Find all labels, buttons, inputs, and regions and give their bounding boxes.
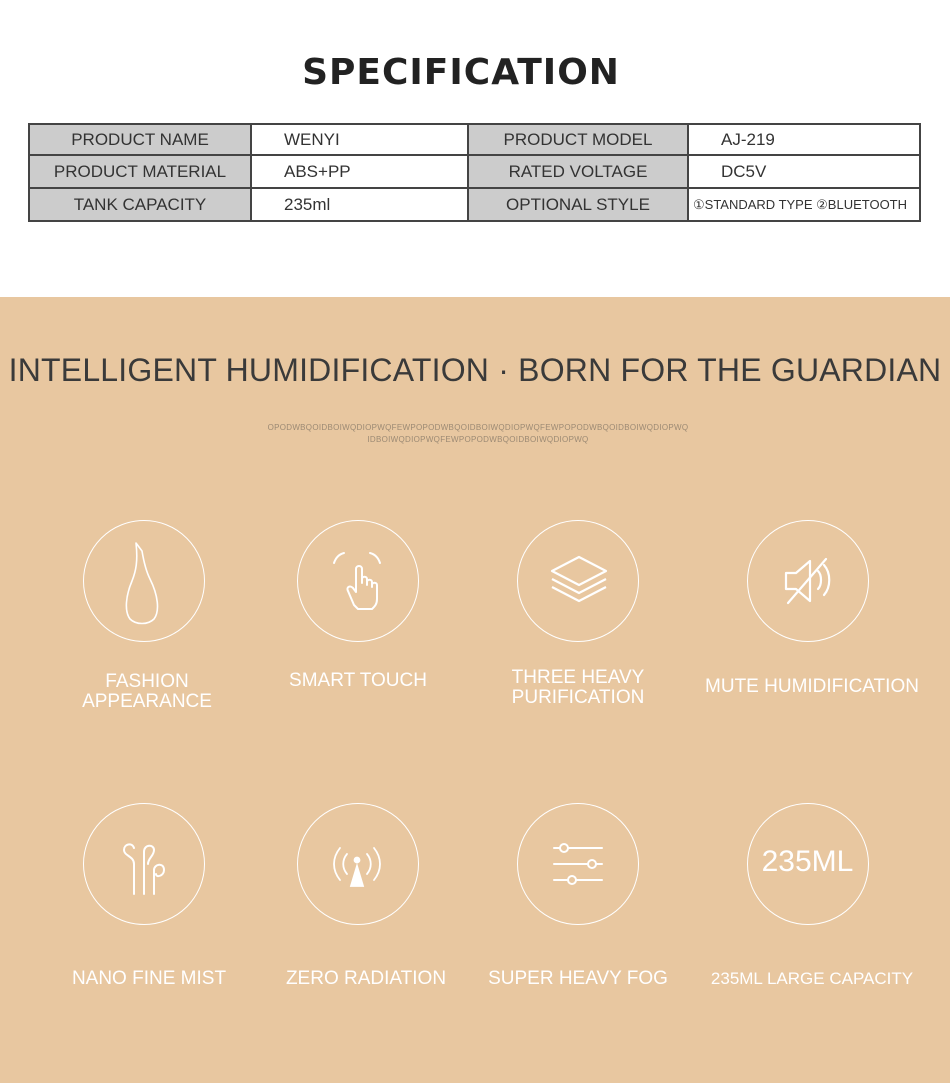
filler-line: OPODWBQOIDBOIWQDIOPWQFEWPOPODWBQOIDBOIWQDIOPWQFEWPOPODWBQOIDBOIWQDIOPWQ	[267, 423, 689, 432]
spec-value: AJ-219	[688, 124, 920, 155]
spec-label: OPTIONAL STYLE	[468, 188, 688, 221]
spec-table	[28, 123, 921, 222]
touch-hand-icon	[297, 520, 419, 642]
radiation-signal-icon	[297, 803, 419, 925]
feature-label: SMART TOUCH	[289, 670, 427, 691]
spec-value: ①STANDARD TYPE ②BLUETOOTH	[688, 188, 920, 221]
capacity-icon	[747, 803, 869, 925]
filler-line: IDBOIWQDIOPWQFEWPOPODWBQOIDBOIWQDIOPWQ	[367, 435, 589, 444]
spec-label: PRODUCT MODEL	[468, 124, 688, 155]
feature-label: FASHION APPEARANCE	[82, 671, 212, 712]
sliders-icon	[517, 803, 639, 925]
feature-label: ZERO RADIATION	[285, 968, 447, 989]
spec-label: TANK CAPACITY	[29, 188, 251, 221]
mist-icon	[83, 803, 205, 925]
feature-label: NANO FINE MIST	[71, 968, 227, 989]
mute-speaker-icon	[747, 520, 869, 642]
spec-label: PRODUCT MATERIAL	[29, 155, 251, 188]
capacity-icon-text: 235ML	[761, 845, 854, 878]
spec-label: PRODUCT NAME	[29, 124, 251, 155]
feature-label: THREE HEAVY PURIFICATION	[511, 667, 645, 708]
table-row	[29, 188, 920, 221]
spec-value: WENYI	[251, 124, 468, 155]
vase-icon	[83, 520, 205, 642]
spec-value: DC5V	[688, 155, 920, 188]
spec-title: SPECIFICATION	[302, 52, 620, 93]
table-row	[29, 155, 920, 188]
feature-label: SUPER HEAVY FOG	[488, 968, 668, 989]
spec-value: ABS+PP	[251, 155, 468, 188]
layers-icon	[517, 520, 639, 642]
feature-label: MUTE HUMIDIFICATION	[705, 676, 919, 697]
table-row	[29, 124, 920, 155]
banner-headline: INTELLIGENT HUMIDIFICATION · BORN FOR THE GUARDIAN	[8, 352, 942, 388]
banner-filler-text	[200, 422, 756, 446]
spec-label: RATED VOLTAGE	[468, 155, 688, 188]
feature-label: 235ML LARGE CAPACITY	[710, 969, 914, 988]
spec-value: 235ml	[251, 188, 468, 221]
